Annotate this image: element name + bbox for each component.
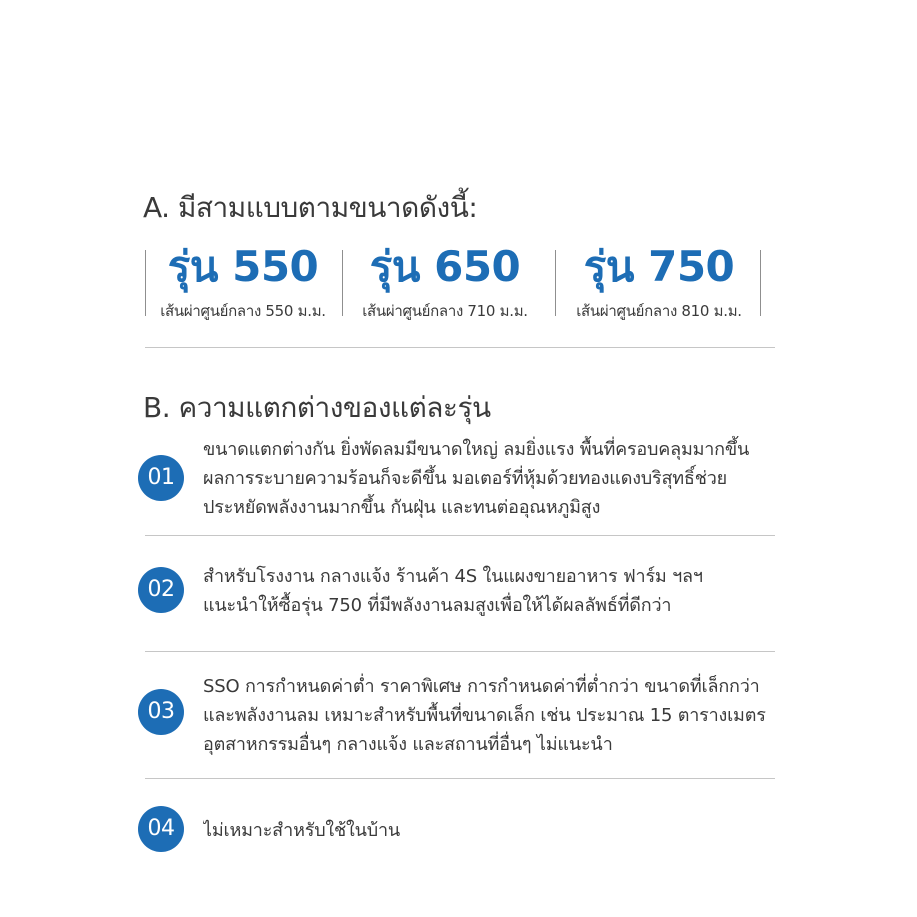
item-number-badge: 03 (138, 689, 184, 735)
model-card-650 (343, 240, 547, 320)
difference-item-01 (138, 420, 898, 530)
item-description (203, 672, 893, 759)
item-divider (145, 778, 775, 779)
item-text-line: และพลังงานลม เหมาะสำหรับพื้นที่ขนาดเล็ก เช่น ประมาณ 15 ตารางเมตร (203, 705, 766, 726)
section-b-heading: B. ความแตกต่างของแต่ละรุ่น (143, 391, 491, 424)
item-description (203, 562, 893, 620)
item-text-line: ผลการระบายความร้อนก็จะดีขึ้น มอเตอร์ที่หุ้มด้วยทองแดงบริสุทธิ์ช่วย (203, 468, 727, 489)
model-diameter: เส้นผ่าศูนย์กลาง 710 ม.ม. (362, 302, 528, 320)
model-name: รุ่น 550 (167, 242, 319, 291)
model-diameter: เส้นผ่าศูนย์กลาง 550 ม.ม. (160, 302, 326, 320)
model-name: รุ่น 750 (583, 242, 735, 291)
item-number-badge: 01 (138, 455, 184, 501)
item-description (203, 816, 893, 845)
model-separator (555, 250, 556, 316)
model-name: รุ่น 650 (369, 242, 521, 291)
item-number-badge: 04 (138, 806, 184, 852)
item-text-line: SSO การกำหนดค่าต่ำ ราคาพิเศษ การกำหนดค่าที่ต่ำกว่า ขนาดที่เล็กกว่า (203, 676, 760, 697)
item-text-line: อุตสาหกรรมอื่นๆ กลางแจ้ง และสถานที่อื่นๆ ไม่แนะนำ (203, 734, 613, 755)
difference-item-03 (138, 656, 898, 773)
item-text-line: แนะนำให้ซื้อรุ่น 750 ที่มีพลังงานลมสูงเพื่อให้ได้ผลลัพธ์ที่ดีกว่า (203, 595, 672, 616)
difference-item-02 (138, 540, 898, 645)
item-text-line: ประหยัดพลังงานมากขึ้น กันฝุ่น และทนต่ออุณหภูมิสูง (203, 497, 601, 518)
model-diameter: เส้นผ่าศูนย์กลาง 810 ม.ม. (576, 302, 742, 320)
item-text-line: ขนาดแตกต่างกัน ยิ่งพัดลมมีขนาดใหญ่ ลมยิ่งแรง พื้นที่ครอบคลุมมากขึ้น (203, 439, 750, 460)
section-divider (145, 347, 775, 348)
model-separator (760, 250, 761, 316)
section-a-heading: A. มีสามแบบตามขนาดดังนี้: (143, 191, 478, 224)
item-text-line: สำหรับโรงงาน กลางแจ้ง ร้านค้า 4S ในแผงขายอาหาร ฟาร์ม ฯลฯ (203, 566, 703, 587)
item-number-badge: 02 (138, 567, 184, 613)
item-description (203, 435, 893, 522)
item-text-line: ไม่เหมาะสำหรับใช้ในบ้าน (203, 820, 400, 841)
model-card-750 (558, 240, 760, 320)
difference-item-04 (138, 783, 898, 883)
item-divider (145, 651, 775, 652)
model-card-550 (145, 240, 341, 320)
item-divider (145, 535, 775, 536)
